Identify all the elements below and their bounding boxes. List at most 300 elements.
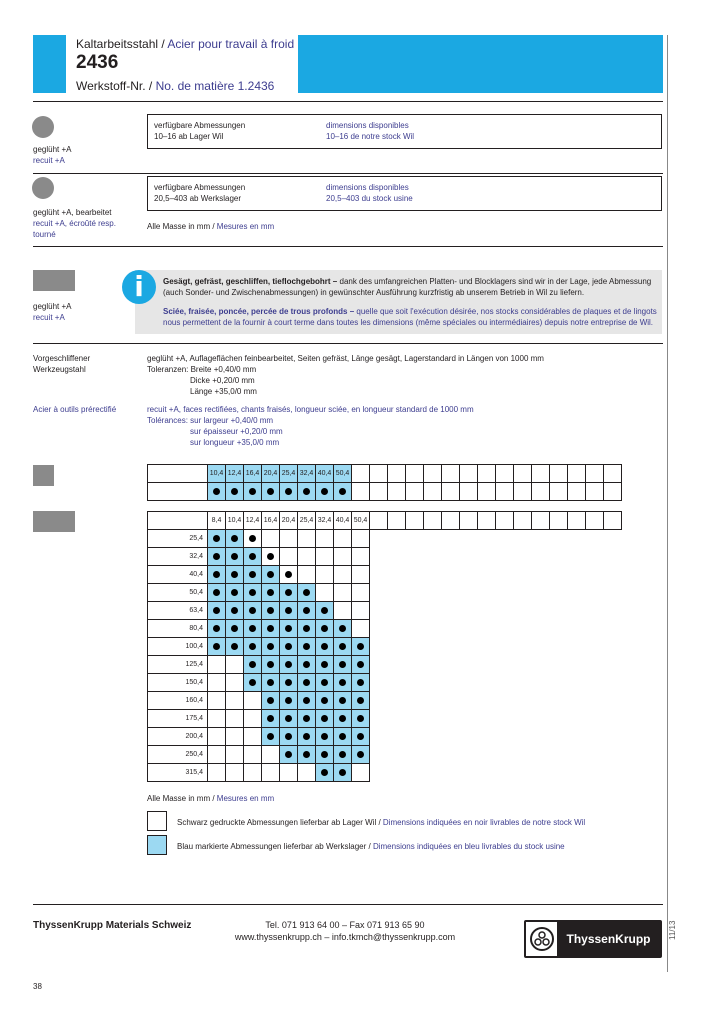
flat-dimension-table	[147, 511, 622, 782]
size-cell	[244, 656, 262, 674]
size-cell	[244, 692, 262, 710]
footer-company: ThyssenKrupp Materials Schweiz	[33, 920, 192, 931]
empty-cell	[532, 512, 550, 530]
availability-dot	[213, 488, 220, 495]
empty-cell	[442, 465, 460, 483]
width-header: 20,4	[280, 512, 298, 530]
plate-condition: geglüht +A recuit +A	[33, 302, 72, 322]
availability-dot	[339, 715, 346, 722]
availability-dot	[285, 625, 292, 632]
size-cell	[352, 710, 370, 728]
square-size-header: 40,4	[316, 465, 334, 483]
round2-avail-fr: dimensions disponibles 20,5–403 du stock usine	[326, 183, 413, 203]
size-cell	[298, 692, 316, 710]
size-cell	[208, 674, 226, 692]
empty-cell	[496, 483, 514, 501]
grade-number: 2436	[76, 52, 119, 73]
availability-dot	[231, 625, 238, 632]
availability-dot	[231, 535, 238, 542]
round1-condition: geglüht +A recuit +A	[33, 145, 72, 165]
availability-dot	[357, 751, 364, 758]
empty-cell	[406, 483, 424, 501]
thickness-label: 315,4	[148, 764, 208, 782]
availability-dot	[321, 643, 328, 650]
table-row	[148, 710, 622, 728]
empty-cell	[406, 512, 424, 530]
thickness-label: 160,4	[148, 692, 208, 710]
availability-dot	[285, 571, 292, 578]
round1-avail-fr: dimensions disponibles 10–16 de notre stock Wil	[326, 121, 415, 141]
size-cell	[334, 548, 352, 566]
availability-dot	[267, 625, 274, 632]
info-icon: i	[122, 270, 156, 304]
empty-cell	[532, 483, 550, 501]
availability-dot	[249, 661, 256, 668]
size-cell	[352, 548, 370, 566]
size-cell	[334, 584, 352, 602]
availability-dot	[249, 625, 256, 632]
size-cell	[334, 638, 352, 656]
size-cell	[316, 764, 334, 782]
availability-dot	[303, 733, 310, 740]
size-cell	[316, 746, 334, 764]
pretool-desc-de: geglüht +A, Auflageflächen feinbearbeitet, Seiten gefräst, Länge gesägt, Lagerstandard in Längen von 1000 mm Toleranzen: Breite +0,40/0 mm Dicke +0,20/0 mm Länge +35,0/0 mm	[147, 354, 544, 396]
availability-dot	[321, 715, 328, 722]
size-cell	[316, 566, 334, 584]
square-cell	[334, 483, 352, 501]
size-cell	[334, 728, 352, 746]
flat-bar-icon	[33, 511, 75, 532]
right-margin-rule	[667, 35, 668, 972]
size-cell	[280, 530, 298, 548]
size-cell	[262, 566, 280, 584]
empty-cell	[532, 465, 550, 483]
availability-dot	[249, 488, 256, 495]
thickness-label: 100,4	[148, 638, 208, 656]
width-header: 40,4	[334, 512, 352, 530]
empty-cell	[550, 483, 568, 501]
info-text-fr: Sciée, fraisée, poncée, percée de trous profonds – quelle que soit l'exécution désirée, nos stocks considérables de plaques et de lingots nous permettent de la fournir à court terme dans toutes les dimensions (même spéciales ou intermédiaires) depuis notre entreprise de Wil.	[163, 307, 657, 327]
size-cell	[262, 602, 280, 620]
size-cell	[244, 710, 262, 728]
empty-cell	[424, 483, 442, 501]
size-cell	[226, 638, 244, 656]
empty-cell	[148, 483, 208, 501]
availability-dot	[267, 589, 274, 596]
empty-cell	[388, 512, 406, 530]
header-title: Kaltarbeitsstahl / Acier pour travail à froid	[76, 37, 295, 51]
empty-cell	[460, 512, 478, 530]
square-size-header: 32,4	[298, 465, 316, 483]
size-cell	[316, 710, 334, 728]
size-cell	[334, 566, 352, 584]
size-cell	[226, 710, 244, 728]
availability-dot	[267, 733, 274, 740]
table-row	[148, 548, 622, 566]
availability-dot	[249, 535, 256, 542]
availability-dot	[249, 553, 256, 560]
section-divider	[33, 343, 663, 344]
size-cell	[244, 764, 262, 782]
size-cell	[244, 638, 262, 656]
availability-dot	[231, 607, 238, 614]
availability-dot	[303, 589, 310, 596]
size-cell	[352, 746, 370, 764]
width-header: 25,4	[298, 512, 316, 530]
empty-cell	[496, 465, 514, 483]
size-cell	[244, 530, 262, 548]
size-cell	[208, 746, 226, 764]
pretool-label-fr: Acier à outils prérectifié	[33, 405, 117, 414]
availability-dot	[303, 488, 310, 495]
availability-dot	[303, 751, 310, 758]
availability-dot	[267, 661, 274, 668]
availability-dot	[321, 625, 328, 632]
empty-cell	[460, 483, 478, 501]
empty-cell	[568, 465, 586, 483]
size-cell	[334, 764, 352, 782]
empty-cell	[442, 512, 460, 530]
availability-dot	[213, 553, 220, 560]
size-cell	[316, 692, 334, 710]
availability-dot	[213, 643, 220, 650]
availability-dot	[213, 607, 220, 614]
empty-cell	[388, 483, 406, 501]
round-bar-icon	[32, 116, 54, 138]
size-cell	[298, 638, 316, 656]
availability-dot	[339, 643, 346, 650]
availability-dot	[249, 643, 256, 650]
size-cell	[352, 764, 370, 782]
availability-dot	[285, 697, 292, 704]
width-header: 12,4	[244, 512, 262, 530]
square-dot-row	[148, 483, 622, 501]
size-cell	[298, 674, 316, 692]
availability-dot	[267, 715, 274, 722]
availability-dot	[339, 661, 346, 668]
width-header: 16,4	[262, 512, 280, 530]
section-divider	[33, 246, 663, 247]
empty-cell	[604, 465, 622, 483]
square-size-header: 25,4	[280, 465, 298, 483]
square-cell	[316, 483, 334, 501]
size-cell	[208, 566, 226, 584]
table-row	[148, 656, 622, 674]
empty-cell	[424, 465, 442, 483]
availability-dot	[267, 488, 274, 495]
legend-blue-text: Blau markierte Abmessungen lieferbar ab Werkslager / Dimensions indiquées en bleu livrables du stock usine	[177, 842, 565, 851]
availability-dot	[339, 751, 346, 758]
size-cell	[352, 728, 370, 746]
availability-dot	[303, 715, 310, 722]
size-cell	[280, 638, 298, 656]
size-cell	[334, 530, 352, 548]
availability-dot	[285, 589, 292, 596]
availability-dot	[249, 589, 256, 596]
size-cell	[316, 728, 334, 746]
availability-dot	[267, 643, 274, 650]
thickness-label: 25,4	[148, 530, 208, 548]
material-number: Werkstoff-Nr. / No. de matière 1.2436	[76, 79, 275, 93]
table-row	[148, 746, 622, 764]
size-cell	[316, 602, 334, 620]
size-cell	[280, 548, 298, 566]
width-header: 8,4	[208, 512, 226, 530]
size-cell	[352, 584, 370, 602]
size-cell	[298, 656, 316, 674]
size-cell	[226, 728, 244, 746]
availability-dot	[321, 661, 328, 668]
size-cell	[280, 584, 298, 602]
availability-dot	[339, 697, 346, 704]
availability-dot	[321, 607, 328, 614]
availability-dot	[321, 488, 328, 495]
size-cell	[352, 602, 370, 620]
square-size-header: 16,4	[244, 465, 262, 483]
availability-dot	[303, 661, 310, 668]
availability-dot	[321, 733, 328, 740]
size-cell	[226, 566, 244, 584]
size-cell	[262, 620, 280, 638]
size-cell	[298, 602, 316, 620]
availability-dot	[213, 535, 220, 542]
availability-dot	[357, 643, 364, 650]
size-cell	[262, 764, 280, 782]
size-cell	[262, 674, 280, 692]
size-cell	[280, 692, 298, 710]
empty-cell	[496, 512, 514, 530]
table-row	[148, 674, 622, 692]
availability-dot	[285, 607, 292, 614]
availability-dot	[285, 679, 292, 686]
availability-dot	[357, 661, 364, 668]
size-cell	[316, 656, 334, 674]
table-row	[148, 728, 622, 746]
empty-cell	[550, 465, 568, 483]
section-divider	[33, 173, 663, 174]
thickness-label: 150,4	[148, 674, 208, 692]
availability-dot	[357, 733, 364, 740]
availability-dot	[285, 733, 292, 740]
table-row	[148, 530, 622, 548]
size-cell	[316, 530, 334, 548]
size-cell	[244, 728, 262, 746]
availability-dot	[321, 751, 328, 758]
size-cell	[316, 584, 334, 602]
thickness-label: 125,4	[148, 656, 208, 674]
size-cell	[334, 692, 352, 710]
size-cell	[298, 764, 316, 782]
size-cell	[262, 548, 280, 566]
size-cell	[262, 584, 280, 602]
size-cell	[226, 584, 244, 602]
availability-dot	[213, 589, 220, 596]
availability-dot	[231, 589, 238, 596]
empty-cell	[478, 512, 496, 530]
thickness-label: 50,4	[148, 584, 208, 602]
availability-dot	[321, 769, 328, 776]
size-cell	[334, 746, 352, 764]
size-cell	[244, 746, 262, 764]
table-row	[148, 602, 622, 620]
availability-dot	[303, 625, 310, 632]
square-dimension-table	[147, 464, 622, 501]
table-measure-note: Alle Masse in mm / Mesures en mm	[147, 794, 275, 803]
empty-cell	[568, 512, 586, 530]
square-cell	[244, 483, 262, 501]
availability-dot	[285, 488, 292, 495]
size-cell	[244, 620, 262, 638]
availability-dot	[357, 679, 364, 686]
size-cell	[352, 620, 370, 638]
size-cell	[298, 530, 316, 548]
size-cell	[262, 638, 280, 656]
page-number: 38	[33, 982, 42, 991]
size-cell	[316, 548, 334, 566]
availability-dot	[285, 643, 292, 650]
table-row	[148, 692, 622, 710]
empty-cell	[478, 483, 496, 501]
size-cell	[280, 656, 298, 674]
thickness-label: 250,4	[148, 746, 208, 764]
thickness-label: 80,4	[148, 620, 208, 638]
availability-dot	[231, 553, 238, 560]
empty-cell	[352, 465, 370, 483]
pretool-desc-fr: recuit +A, faces rectifiées, chants fraisés, longueur sciée, en longueur standard de 1000 mm Tolérances: sur largeur +0,40/0 mm sur épaisseur +0,20/0 mm sur longueur +35,0/0 mm	[147, 405, 474, 447]
size-cell	[208, 530, 226, 548]
availability-dot	[321, 679, 328, 686]
size-cell	[316, 674, 334, 692]
empty-cell	[406, 465, 424, 483]
size-cell	[244, 548, 262, 566]
availability-dot	[339, 679, 346, 686]
size-cell	[226, 530, 244, 548]
empty-cell	[478, 465, 496, 483]
availability-dot	[303, 679, 310, 686]
square-cell	[208, 483, 226, 501]
size-cell	[280, 674, 298, 692]
round2-measure-note: Alle Masse in mm / Mesures en mm	[147, 222, 275, 231]
size-cell	[298, 710, 316, 728]
availability-dot	[231, 488, 238, 495]
size-cell	[334, 620, 352, 638]
size-cell	[262, 746, 280, 764]
size-cell	[280, 620, 298, 638]
size-cell	[226, 746, 244, 764]
size-cell	[208, 764, 226, 782]
availability-dot	[339, 625, 346, 632]
logo-wordmark: ThyssenKrupp	[557, 922, 660, 956]
availability-dot	[285, 715, 292, 722]
empty-cell	[586, 512, 604, 530]
size-cell	[244, 584, 262, 602]
availability-dot	[303, 643, 310, 650]
size-cell	[298, 584, 316, 602]
size-cell	[316, 638, 334, 656]
availability-dot	[267, 679, 274, 686]
round-bar-machined-icon	[32, 177, 54, 199]
size-cell	[298, 548, 316, 566]
legend-black-swatch	[147, 811, 167, 831]
legend-blue-swatch	[147, 835, 167, 855]
flat-header-row	[148, 512, 622, 530]
size-cell	[226, 620, 244, 638]
size-cell	[226, 692, 244, 710]
empty-cell	[604, 483, 622, 501]
size-cell	[352, 674, 370, 692]
availability-dot	[357, 697, 364, 704]
size-cell	[208, 656, 226, 674]
size-cell	[226, 602, 244, 620]
size-cell	[298, 746, 316, 764]
size-cell	[208, 620, 226, 638]
availability-dot	[267, 571, 274, 578]
square-cell	[280, 483, 298, 501]
size-cell	[208, 710, 226, 728]
width-header: 10,4	[226, 512, 244, 530]
size-cell	[352, 566, 370, 584]
empty-cell	[586, 465, 604, 483]
header-accent-bar-right	[298, 35, 663, 93]
empty-cell	[370, 483, 388, 501]
size-cell	[352, 692, 370, 710]
size-cell	[244, 674, 262, 692]
square-size-header: 50,4	[334, 465, 352, 483]
size-cell	[262, 530, 280, 548]
availability-dot	[339, 733, 346, 740]
availability-dot	[213, 625, 220, 632]
size-cell	[262, 692, 280, 710]
size-cell	[226, 656, 244, 674]
empty-cell	[514, 483, 532, 501]
size-cell	[280, 602, 298, 620]
size-cell	[334, 674, 352, 692]
thickness-label: 40,4	[148, 566, 208, 584]
size-cell	[226, 764, 244, 782]
round2-condition: geglüht +A, bearbeitet recuit +A, écroûté resp. tourné	[33, 208, 116, 239]
empty-cell	[550, 512, 568, 530]
logo-emblem-icon	[530, 926, 554, 952]
size-cell	[208, 584, 226, 602]
square-size-header: 12,4	[226, 465, 244, 483]
size-cell	[226, 674, 244, 692]
empty-cell	[604, 512, 622, 530]
empty-cell	[586, 483, 604, 501]
size-cell	[298, 728, 316, 746]
empty-cell	[442, 483, 460, 501]
size-cell	[280, 746, 298, 764]
square-cell	[298, 483, 316, 501]
size-cell	[280, 728, 298, 746]
thickness-label: 63,4	[148, 602, 208, 620]
size-cell	[298, 566, 316, 584]
plate-icon	[33, 270, 75, 291]
empty-cell	[514, 512, 532, 530]
availability-dot	[303, 607, 310, 614]
size-cell	[280, 710, 298, 728]
size-cell	[298, 620, 316, 638]
size-cell	[280, 764, 298, 782]
thickness-label: 175,4	[148, 710, 208, 728]
empty-cell	[514, 465, 532, 483]
availability-dot	[231, 643, 238, 650]
table-row	[148, 584, 622, 602]
empty-cell	[568, 483, 586, 501]
availability-dot	[249, 571, 256, 578]
size-cell	[262, 656, 280, 674]
table-row	[148, 638, 622, 656]
availability-dot	[285, 751, 292, 758]
